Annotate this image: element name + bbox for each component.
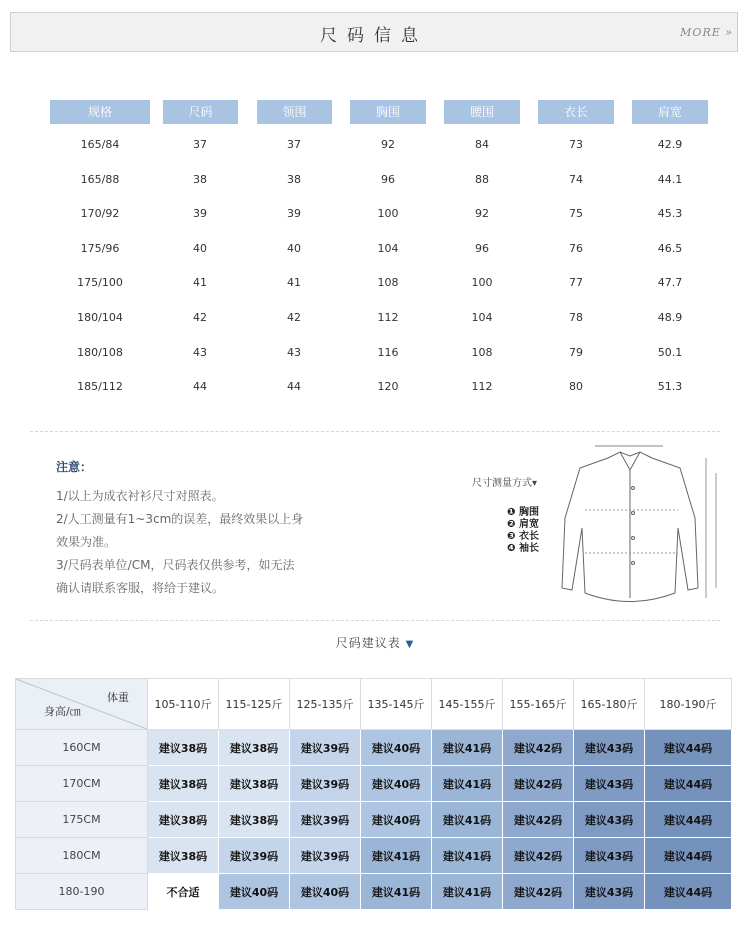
size-cell: 92 <box>475 207 489 221</box>
recommend-cell: 建议44码 <box>645 874 732 910</box>
size-cell: 76 <box>569 241 583 255</box>
size-cell: 84 <box>475 138 489 151</box>
table-row <box>16 766 732 802</box>
recommend-cell: 建议39码 <box>219 838 290 874</box>
size-cell: 48.9 <box>657 311 683 324</box>
recommend-cell: 建议38码 <box>148 802 219 838</box>
size-recommend-table <box>15 678 732 910</box>
size-cell: 104 <box>471 311 493 324</box>
col-header-length: 衣长 <box>538 100 614 124</box>
recommend-cell: 建议39码 <box>290 802 361 838</box>
size-cell: 165/84 <box>80 138 120 151</box>
col-header-spec: 规格 <box>50 100 150 124</box>
recommend-cell: 不合适 <box>148 874 219 910</box>
measure-legend <box>507 507 539 555</box>
size-cell: 104 <box>377 241 399 255</box>
size-cell: 185/112 <box>77 380 123 394</box>
recommend-title: 尺码建议表 ▼ <box>335 636 415 650</box>
size-cell: 45.3 <box>657 207 683 221</box>
shirt-illustration <box>560 438 720 608</box>
table-row <box>16 730 732 766</box>
size-cell: 175/96 <box>80 241 120 255</box>
recommend-cell: 建议43码 <box>574 838 645 874</box>
weight-header: 155-165斤 <box>503 679 574 730</box>
recommend-cell: 建议44码 <box>645 730 732 766</box>
size-cell: 37 <box>193 138 207 151</box>
size-cell: 120 <box>377 380 399 394</box>
legend-item: ❶ 胸围 <box>507 507 539 518</box>
size-cell: 180/104 <box>77 311 123 324</box>
recommend-cell: 建议38码 <box>148 730 219 766</box>
divider <box>30 620 720 621</box>
weight-header: 135-145斤 <box>361 679 432 730</box>
more-link[interactable]: MORE » <box>680 26 733 39</box>
weight-header: 165-180斤 <box>574 679 645 730</box>
recommend-cell: 建议43码 <box>574 766 645 802</box>
col-header-chest: 胸围 <box>350 100 426 124</box>
size-cell: 50.1 <box>657 345 683 359</box>
size-cell: 79 <box>569 345 583 359</box>
recommend-table-body <box>16 730 732 910</box>
size-cell: 165/88 <box>80 172 120 186</box>
recommend-cell: 建议44码 <box>645 838 732 874</box>
triangle-down-icon: ▾ <box>532 478 538 489</box>
table-header-row <box>16 679 732 730</box>
recommend-cell: 建议44码 <box>645 802 732 838</box>
recommend-cell: 建议38码 <box>219 730 290 766</box>
recommend-cell: 建议41码 <box>432 802 503 838</box>
size-cell: 175/100 <box>77 276 123 290</box>
chevron-down-icon: » <box>725 26 733 39</box>
recommend-cell: 建议38码 <box>219 802 290 838</box>
size-cell: 77 <box>569 276 583 290</box>
recommend-cell: 建议38码 <box>148 838 219 874</box>
size-cell: 42 <box>287 311 301 324</box>
note-line: 1/以上为成衣衬衫尺寸对照表。 <box>56 489 224 503</box>
size-cell: 39 <box>287 207 301 221</box>
size-cell: 51.3 <box>657 380 683 394</box>
size-cell: 180/108 <box>77 345 123 359</box>
size-cell: 41 <box>193 276 207 290</box>
size-cell: 44.1 <box>657 172 683 186</box>
height-header: 180CM <box>16 838 148 874</box>
size-cell: 78 <box>569 311 583 324</box>
recommend-cell: 建议41码 <box>432 838 503 874</box>
recommend-cell: 建议38码 <box>148 766 219 802</box>
size-cell: 47.7 <box>657 276 683 290</box>
size-cell: 43 <box>193 345 207 359</box>
col-header-waist: 腰围 <box>444 100 520 124</box>
recommend-cell: 建议41码 <box>432 874 503 910</box>
weight-header: 180-190斤 <box>645 679 732 730</box>
col-header-collar: 领围 <box>257 100 332 124</box>
recommend-cell: 建议38码 <box>219 766 290 802</box>
recommend-cell: 建议42码 <box>503 802 574 838</box>
size-cell: 74 <box>569 172 583 186</box>
weight-header: 125-135斤 <box>290 679 361 730</box>
recommend-cell: 建议43码 <box>574 802 645 838</box>
size-cell: 80 <box>569 380 583 394</box>
size-cell: 42 <box>193 311 207 324</box>
recommend-cell: 建议39码 <box>290 730 361 766</box>
height-header: 160CM <box>16 730 148 766</box>
recommend-cell: 建议39码 <box>290 838 361 874</box>
recommend-cell: 建议44码 <box>645 766 732 802</box>
size-cell: 40 <box>287 241 301 255</box>
recommend-cell: 建议41码 <box>361 874 432 910</box>
size-cell: 108 <box>377 276 399 290</box>
size-cell: 96 <box>475 241 489 255</box>
size-cell: 37 <box>287 138 301 151</box>
size-cell: 38 <box>287 172 301 186</box>
recommend-cell: 建议43码 <box>574 730 645 766</box>
title-bar <box>10 12 738 52</box>
measure-label: 尺寸测量方式▾ <box>472 478 538 489</box>
height-header: 180-190 <box>16 874 148 910</box>
size-cell: 100 <box>377 207 399 221</box>
recommend-cell: 建议41码 <box>432 766 503 802</box>
recommend-cell: 建议42码 <box>503 874 574 910</box>
table-row <box>16 874 732 910</box>
size-cell: 96 <box>381 172 395 186</box>
size-cell: 75 <box>569 207 583 221</box>
corner-height-label: 身高/㎝ <box>44 705 81 718</box>
size-cell: 100 <box>471 276 493 290</box>
size-cell: 39 <box>193 207 207 221</box>
size-cell: 44 <box>287 380 301 394</box>
corner-weight-label: 体重 <box>107 691 129 704</box>
size-cell: 42.9 <box>657 138 683 151</box>
page-title: 尺码信息 <box>320 26 428 46</box>
recommend-cell: 建议41码 <box>432 730 503 766</box>
size-cell: 40 <box>193 241 207 255</box>
recommend-cell: 建议42码 <box>503 766 574 802</box>
size-cell: 112 <box>377 311 399 324</box>
weight-header: 115-125斤 <box>219 679 290 730</box>
height-header: 170CM <box>16 766 148 802</box>
size-cell: 112 <box>471 380 493 394</box>
note-line: 3/尺码表单位/CM，尺码表仅供参考，如无法 <box>56 558 295 572</box>
legend-item: ❸ 衣长 <box>507 531 539 542</box>
recommend-cell: 建议40码 <box>361 802 432 838</box>
corner-cell <box>16 679 148 730</box>
note-line: 效果为准。 <box>56 535 117 549</box>
size-cell: 41 <box>287 276 301 290</box>
recommend-cell: 建议42码 <box>503 838 574 874</box>
recommend-cell: 建议40码 <box>361 766 432 802</box>
weight-header: 145-155斤 <box>432 679 503 730</box>
legend-item: ❹ 袖长 <box>507 543 539 554</box>
table-row <box>16 838 732 874</box>
recommend-cell: 建议39码 <box>290 766 361 802</box>
note-line: 2/人工测量有1~3cm的误差，最终效果以上身 <box>56 512 304 526</box>
note-line: 确认请联系客服，将给于建议。 <box>56 581 225 595</box>
col-header-size: 尺码 <box>163 100 238 124</box>
size-cell: 116 <box>377 345 399 359</box>
size-cell: 88 <box>475 172 489 186</box>
size-cell: 92 <box>381 138 395 151</box>
col-header-shoulder: 肩宽 <box>632 100 708 124</box>
notes-heading: 注意： <box>56 460 93 474</box>
size-cell: 46.5 <box>657 241 683 255</box>
size-cell: 38 <box>193 172 207 186</box>
recommend-cell: 建议40码 <box>219 874 290 910</box>
recommend-cell: 建议40码 <box>361 730 432 766</box>
size-cell: 108 <box>471 345 493 359</box>
weight-header: 105-110斤 <box>148 679 219 730</box>
table-row <box>16 802 732 838</box>
recommend-cell: 建议41码 <box>361 838 432 874</box>
height-header: 175CM <box>16 802 148 838</box>
legend-item: ❷ 肩宽 <box>507 519 539 530</box>
size-cell: 170/92 <box>80 207 120 221</box>
recommend-cell: 建议42码 <box>503 730 574 766</box>
size-cell: 44 <box>193 380 207 394</box>
recommend-cell: 建议43码 <box>574 874 645 910</box>
divider <box>30 431 720 432</box>
size-cell: 43 <box>287 345 301 359</box>
notes <box>56 458 303 600</box>
triangle-down-icon: ▼ <box>405 639 415 650</box>
size-cell: 73 <box>569 138 583 151</box>
recommend-cell: 建议40码 <box>290 874 361 910</box>
